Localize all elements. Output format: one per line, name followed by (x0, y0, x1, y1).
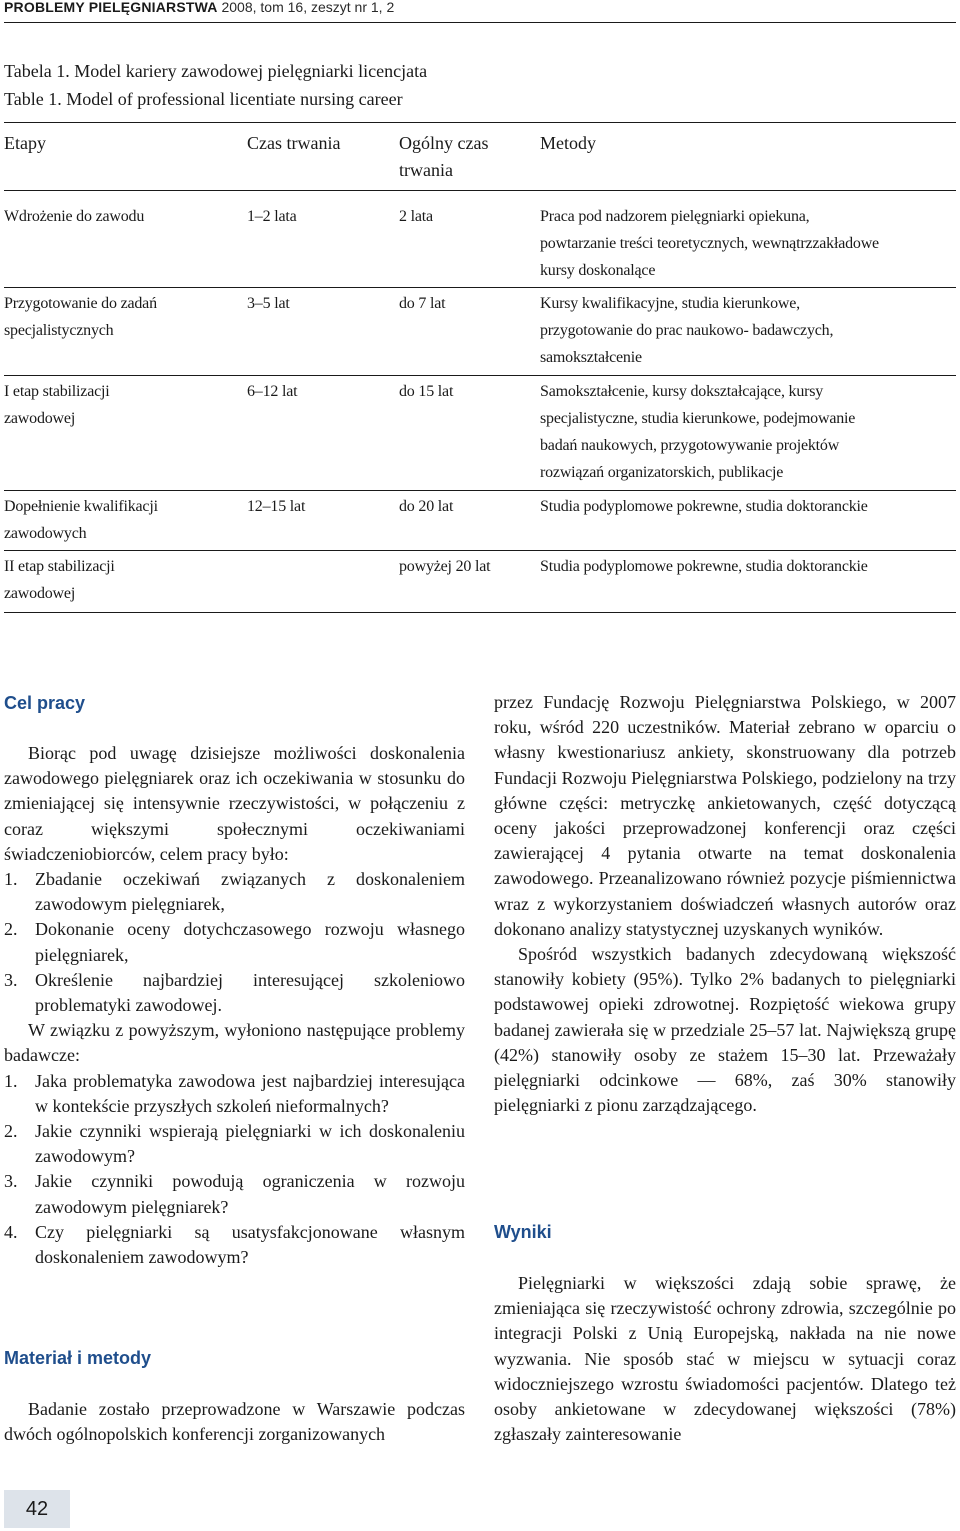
table-row-1-stage: Wdrożenie do zawodu (4, 208, 145, 225)
table-row-rule (4, 375, 956, 376)
table-row-1-total: 2 lata (399, 208, 433, 225)
table-row-3-methods: Samokształcenie, kursy dokształcające, kursy specjalistyczne, studia kierunkowe, podejmowanie badań naukowych, przygotowywanie projektów rozwiązań organizatorskich, publikacje (540, 383, 856, 481)
table-row-1-methods: Praca pod nadzorem pielęgniarki opiekuna, powtarzanie treści teoretycznych, wewnątrzzakładowe kursy doskonalące (540, 208, 879, 279)
table-row-4-total: do 20 lat (399, 498, 454, 515)
table-row-rule (4, 550, 956, 551)
list-item: 4. Czy pielęgniarki są usatysfakcjonowane własnym doskonaleniem zawodowym? (4, 1221, 465, 1268)
table-row-1-duration: 1–2 lata (247, 208, 297, 225)
cel-intro: Biorąc pod uwagę dzisiejsze możliwości doskonalenia zawodowego pielęgniarek oraz ich oczekiwania w stosunku do zmieniającej się intensywnie rzeczywistości, w połączeniu z coraz większymi społecznymi oczekiwaniami świadczeniobiorców, celem pracy było: (4, 743, 465, 864)
table-header-rule (4, 190, 956, 191)
table-row-2-stage: Przygotowanie do zadań specjalistycznych (4, 295, 157, 339)
journal-name: PROBLEMY PIELĘGNIARSTWA (4, 0, 218, 15)
table-caption-pl: Tabela 1. Model kariery zawodowej pielęgniarki licencjata (4, 61, 428, 81)
page-number: 42 (4, 1490, 70, 1528)
paragraph: Spośród wszystkich badanych zdecydowaną większość stanowiły kobiety (95%). Tylko 2% badanych to pielęgniarki podstawowej opieki zdrowotnej. Rozpiętość wiekowa grupy badanej zawierała się w przedziale 25–57 lat. Największą grupę (42%) stanowiły osoby ze stażem 15–30 lat. Przeważały pielęgniarki odcinkowe — 68%, zaś 30% stanowiły pielęgniarki z pionu zarządzającego. (494, 944, 956, 1116)
list-item: 1. Jaka problematyka zawodowa jest najbardziej interesująca w kontekście przyszłych szkoleń nieformalnych? (4, 1070, 465, 1116)
table-row-3-stage: I etap stabilizacji zawodowej (4, 383, 110, 427)
section-title-cel: Cel pracy (4, 693, 86, 713)
right-column-top (494, 690, 956, 1118)
list-item: 1. Zbadanie oczekiwań związanych z doskonaleniem zawodowym pielęgniarek, (4, 869, 465, 915)
table-header-stage: Etapy (4, 133, 46, 153)
list-item: 2. Jakie czynniki wspierają pielęgniarki w ich doskonaleniu zawodowym? (4, 1121, 465, 1167)
running-header (4, 0, 956, 23)
problems-intro: W związku z powyższym, wyłoniono następujące problemy badawcze: (4, 1020, 465, 1066)
list-item: 2. Dokonanie oceny dotychczasowego rozwoju własnego pielęgniarek, (4, 919, 465, 965)
table-row-rule (4, 287, 956, 288)
table-top-rule (4, 122, 956, 123)
material-text: Badanie zostało przeprowadzone w Warszawie podczas dwóch ogólnopolskich konferencji zorganizowanych (4, 1399, 465, 1445)
table-row-3-duration: 6–12 lat (247, 383, 298, 400)
table-row-5-stage: II etap stabilizacji zawodowej (4, 558, 115, 602)
list-item: 3. Określenie najbardziej interesującej szkoleniowo problematyki zawodowej. (4, 969, 465, 1016)
table-row-5-methods: Studia podyplomowe pokrewne, studia doktoranckie (540, 558, 868, 575)
section-title-wyniki: Wyniki (494, 1222, 552, 1242)
table-row-2-methods: Kursy kwalifikacyjne, studia kierunkowe, przygotowanie do prac naukowo- badawczych, samokształcenie (540, 295, 834, 366)
table-row-2-total: do 7 lat (399, 295, 446, 312)
paragraph: przez Fundację Rozwoju Pielęgniarstwa Polskiego, w 2007 roku, wśród 220 uczestników. Materiał zebrano w oparciu o własny kwestionariusz ankiety, skonstruowany dla potrzeb Fundacji Rozwoju Pielęgniarstwa Polskiego, podzielony na trzy główne części: metryczkę ankietowanych, część dotyczącą oceny jakości przeprowadzonej konferencji oraz części zawierającej 4 pytania otwarte na temat doskonalenia zawodowego. Przeanalizowano również pozycje piśmiennictwa wraz z wykorzystaniem doświadczeń własnych autorów oraz dokonano analizy statystycznej uzyskanych wyników. (494, 692, 956, 939)
table-row-5-total: powyżej 20 lat (399, 558, 491, 575)
table-row-rule (4, 490, 956, 491)
table-row-3-total: do 15 lat (399, 383, 454, 400)
table-row-4-duration: 12–15 lat (247, 498, 306, 515)
section-title-material: Materiał i metody (4, 1348, 152, 1368)
table-row-4-methods: Studia podyplomowe pokrewne, studia doktoranckie (540, 498, 868, 515)
table-row-4-stage: Dopełnienie kwalifikacji zawodowych (4, 498, 158, 542)
right-column-bottom (494, 1271, 956, 1447)
table-caption-en: Table 1. Model of professional licentiate nursing career (4, 89, 403, 109)
table-bottom-rule (4, 612, 956, 613)
paragraph: Pielęgniarki w większości zdają sobie sprawę, że zmieniająca się rzeczywistość ochrony zdrowia, szczególnie po integracji Polski z Unią Europejską, nakłada na nie nowe wyzwania. Nie sposób stać w miejscu w sytuacji coraz widoczniejszego wzrostu świadomości pacjentów. Dlatego też osoby ankietowane w zdecydowanej większości (78%) zgłaszały zainteresowanie (494, 1273, 956, 1445)
table-row-2-duration: 3–5 lat (247, 295, 290, 312)
table-header-total: Ogólny czas trwania (399, 133, 489, 180)
issue-info: 2008, tom 16, zeszyt nr 1, 2 (217, 0, 395, 15)
table-header-methods: Metody (540, 133, 596, 153)
table-header-duration: Czas trwania (247, 133, 341, 153)
list-item: 3. Jakie czynniki powodują ograniczenia w rozwoju zawodowym pielęgniarek? (4, 1171, 465, 1217)
left-column-body (4, 741, 465, 1270)
